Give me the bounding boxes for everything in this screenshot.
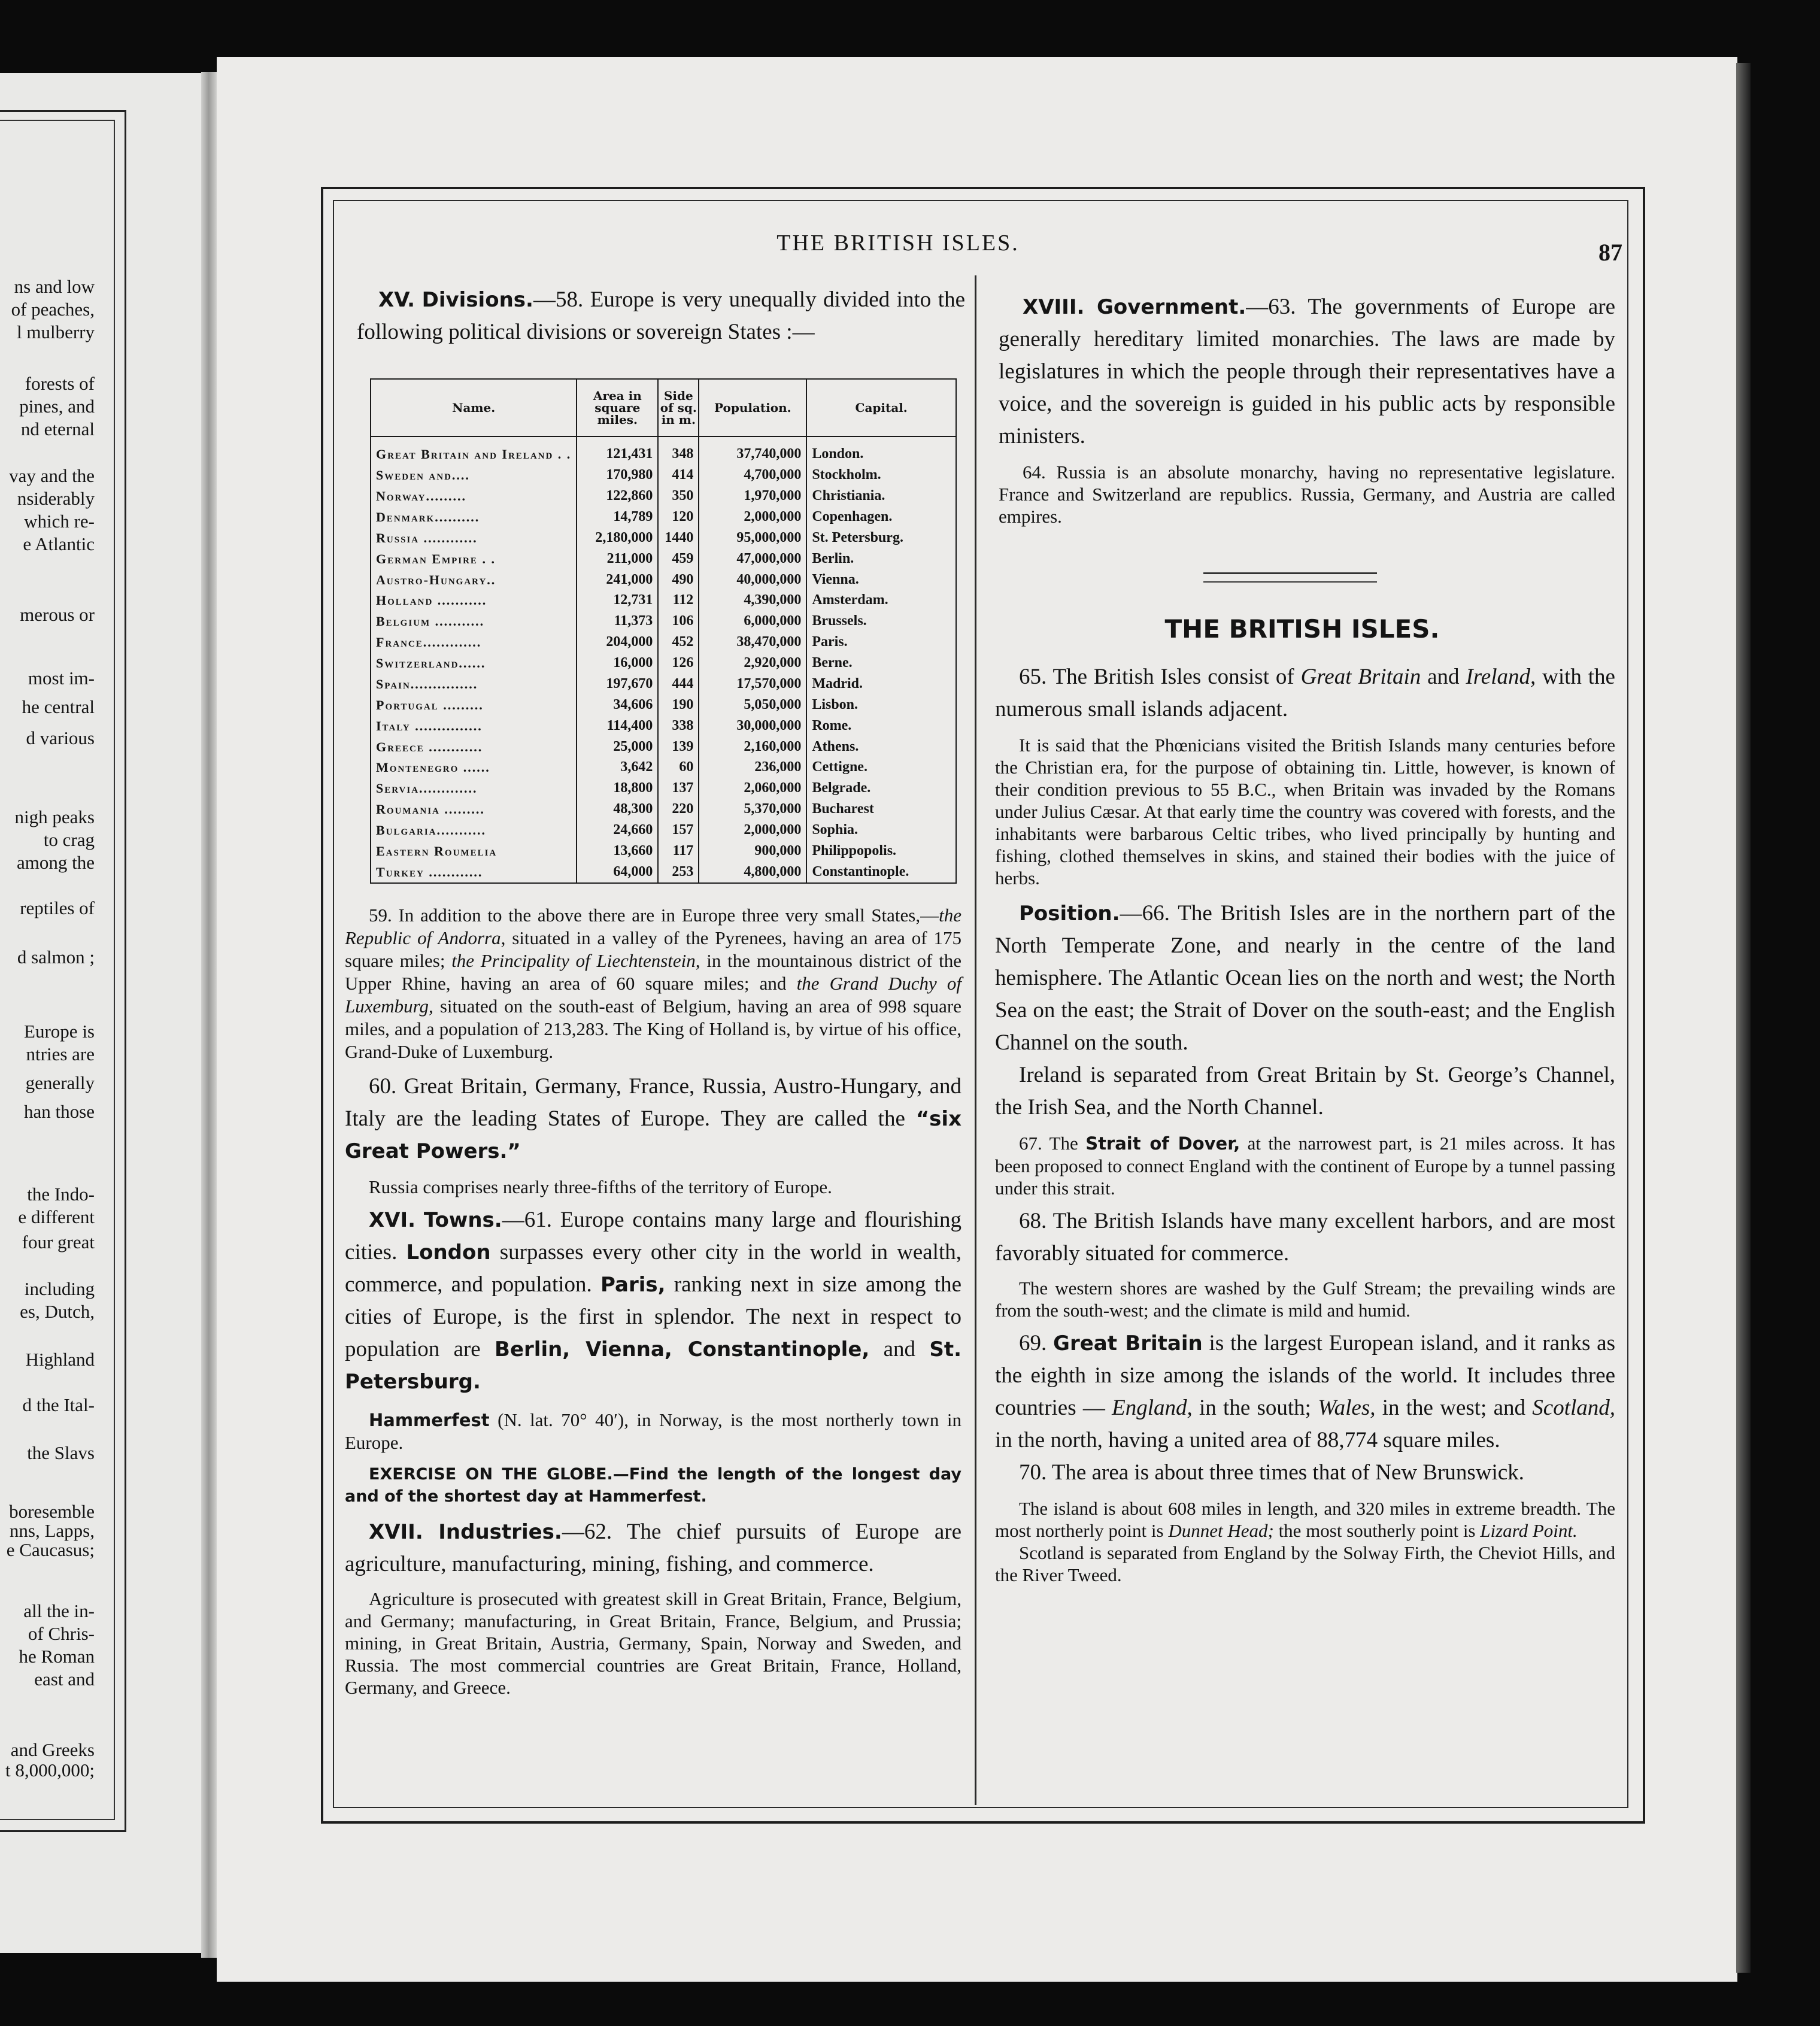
cell-side: 350	[658, 486, 699, 506]
cell-population: 17,570,000	[699, 674, 806, 694]
s69-text-2: is the largest European island, and it ranks as the eighth in size among the islands of the world. It includes three countries —	[995, 1331, 1616, 1420]
cell-capital: Madrid.	[806, 674, 956, 694]
section-61	[345, 1204, 961, 1398]
cell-name: Montenegro ......	[376, 760, 490, 775]
cell-population: 6,000,000	[699, 611, 806, 632]
table-row	[371, 757, 956, 778]
left-page-fragment: ns and low	[14, 277, 95, 297]
s59-liechtenstein: the Principality of Liechtenstein,	[451, 950, 700, 971]
s69-text-1: 69.	[1019, 1331, 1054, 1355]
s59-luxemburg: the Grand Duchy of Luxemburg,	[345, 973, 962, 1017]
s59-text-4: situated on the south-east of Belgium, having an area of 998 square miles, and a population of 213,283. The King of Holland is, by virtue of his office, Grand-Duke of Luxemburg.	[345, 996, 961, 1062]
cell-side: 106	[658, 611, 699, 632]
col-header-population: Population.	[699, 380, 806, 436]
section-66	[995, 897, 1615, 1059]
s65-ireland: Ireland,	[1466, 665, 1536, 689]
left-page-fragment: the Slavs	[27, 1443, 95, 1463]
left-page-fragment: Europe is	[24, 1021, 95, 1042]
table-row	[371, 506, 956, 527]
table-row	[371, 611, 956, 632]
cell-population: 900,000	[699, 841, 806, 862]
table-row	[371, 736, 956, 757]
cell-capital: Paris.	[806, 632, 956, 653]
cell-name: Switzerland......	[376, 656, 486, 671]
cell-population: 1,970,000	[699, 486, 806, 506]
section-58-heading: Divisions.	[421, 288, 533, 312]
s61-heading: Towns.	[423, 1208, 502, 1232]
cell-population: 236,000	[699, 757, 806, 778]
cell-capital: Stockholm.	[806, 465, 956, 486]
cell-population: 5,050,000	[699, 694, 806, 715]
book-gutter	[201, 72, 218, 1958]
s65-text-1: 65. The British Isles consist of	[1019, 665, 1301, 689]
section-65	[995, 661, 1615, 726]
cell-area: 204,000	[577, 632, 658, 653]
cell-capital: Lisbon.	[806, 694, 956, 715]
table-row	[371, 694, 956, 715]
left-page-fragment: d various	[26, 728, 95, 748]
table-row	[371, 820, 956, 841]
s63-number: XVIII.	[1023, 295, 1085, 319]
cell-area: 14,789	[577, 506, 658, 527]
hammerfest-name: Hammerfest	[369, 1410, 490, 1430]
section-63	[999, 291, 1615, 453]
right-column-lower	[995, 661, 1615, 1586]
left-page-fragment: nns, Lapps,	[9, 1521, 95, 1541]
left-page-fragment: he Roman	[19, 1646, 95, 1667]
left-page-fragment: pines, and	[19, 396, 95, 417]
cell-side: 414	[658, 465, 699, 486]
cell-side: 112	[658, 590, 699, 611]
section-title: THE BRITISH ISLES.	[1164, 614, 1440, 644]
cell-side: 452	[658, 632, 699, 653]
s62-text: —62. The chief pursuits of Europe are agriculture, manufacturing, mining, fishing, and commerce.	[345, 1520, 962, 1576]
left-page-fragment: han those	[24, 1102, 95, 1122]
cell-side: 117	[658, 841, 699, 862]
cell-name: Belgium ...........	[376, 614, 485, 629]
section-59	[345, 904, 961, 1063]
s61-number: XVI.	[369, 1208, 416, 1232]
s60-text: 60. Great Britain, Germany, France, Russia, Austro-Hungary, and Italy are the leading States of Europe. They are called the	[345, 1074, 961, 1131]
s67-text-1: 67. The	[1019, 1133, 1086, 1154]
s61-text-3: ranking next in size among the cities of Europe, is the first in splendor. The next in respect to population are	[345, 1272, 961, 1361]
divisions-table	[370, 378, 957, 884]
s61-text-1: —61. Europe contains many large and flourishing cities.	[345, 1208, 962, 1264]
cell-name: Turkey ............	[376, 864, 483, 879]
cell-capital: Belgrade.	[806, 778, 956, 799]
cell-area: 12,731	[577, 590, 658, 611]
col-header-area: Area in square miles.	[577, 380, 658, 436]
table-row	[371, 465, 956, 486]
cell-population: 47,000,000	[699, 548, 806, 569]
s61-paris: Paris,	[600, 1273, 666, 1297]
s59-text-2: situated in a valley of the Pyrenees, having an area of 175 square miles;	[345, 927, 962, 971]
left-page-fragment: including	[24, 1279, 95, 1299]
s69-text-4: in the west; and	[1375, 1396, 1533, 1420]
s65-note: It is said that the Phœnicians visited the British Islands many centuries before the Christian era, for the purpose of obtaining tin. Little, however, is known of their condition previous to 55 B.C., when Britain was invaded by the Romans under Julius Cæsar. At that early time the country was covered with forests, and the inhabitants were barbarous Celtic tribes, who lived principally by hunting and fishing, clothed themselves in skins, and stained their bodies with the juice of herbs.	[995, 735, 1615, 888]
cell-area: 3,642	[577, 757, 658, 778]
left-page-fragment: es, Dutch,	[20, 1302, 95, 1322]
cell-area: 211,000	[577, 548, 658, 569]
cell-capital: Christiania.	[806, 486, 956, 506]
cell-side: 139	[658, 736, 699, 757]
s62-heading: Industries.	[438, 1520, 562, 1544]
cell-side: 444	[658, 674, 699, 694]
left-page-fragment: most im-	[28, 668, 95, 689]
left-page-fragment: nd eternal	[20, 419, 95, 439]
cell-population: 5,370,000	[699, 799, 806, 820]
left-page-fragment: to crag	[43, 830, 95, 850]
left-page-fragment: nsiderably	[17, 489, 95, 509]
s69-text-3: in the south;	[1192, 1396, 1318, 1420]
s65-great-britain: Great Britain	[1300, 665, 1421, 689]
section-67	[995, 1132, 1615, 1199]
cell-name: Portugal .........	[376, 697, 484, 712]
section-68: 68. The British Islands have many excellent harbors, and are most favorably situated for commerce.	[995, 1209, 1615, 1266]
left-page-fragment: he central	[22, 697, 95, 717]
left-page-fragment: boresemble	[9, 1502, 95, 1522]
cell-area: 18,800	[577, 778, 658, 799]
left-page-fragment: reptiles of	[20, 898, 95, 918]
cell-capital: Brussels.	[806, 611, 956, 632]
cell-name: Great Britain and Ireland . .	[376, 446, 572, 462]
col-header-capital: Capital.	[806, 380, 956, 436]
table-row	[371, 632, 956, 653]
table-row	[371, 799, 956, 820]
left-page-fragment: east and	[34, 1669, 95, 1690]
s69-great-britain: Great Britain	[1053, 1332, 1203, 1355]
s59-text-1: 59. In addition to the above there are in Europe three very small States,—	[369, 905, 939, 926]
cell-name: Roumania .........	[376, 802, 485, 817]
s67-strait: Strait of Dover,	[1085, 1133, 1240, 1154]
section-62	[345, 1516, 961, 1581]
table-row	[371, 862, 956, 882]
cell-population: 2,160,000	[699, 736, 806, 757]
cell-capital: Sophia.	[806, 820, 956, 841]
cell-area: 122,860	[577, 486, 658, 506]
cell-population: 4,700,000	[699, 465, 806, 486]
cell-capital: Copenhagen.	[806, 506, 956, 527]
cell-capital: Bucharest	[806, 799, 956, 820]
left-page-fragment: of peaches,	[11, 299, 95, 320]
left-page-fragment: d salmon ;	[17, 947, 95, 967]
cell-capital: Philippopolis.	[806, 841, 956, 862]
cell-capital: Constantinople.	[806, 862, 956, 882]
left-page-fragment: generally	[25, 1073, 95, 1093]
left-page-fragment: the Indo-	[27, 1184, 95, 1205]
cell-side: 220	[658, 799, 699, 820]
left-column-lower	[345, 904, 961, 1699]
cell-name: Russia ............	[376, 530, 478, 545]
s66-heading: Position.	[1019, 902, 1120, 926]
running-head: THE BRITISH ISLES.	[776, 230, 1020, 256]
s63-heading: Government.	[1096, 295, 1246, 319]
cell-side: 157	[658, 820, 699, 841]
cell-capital: Rome.	[806, 715, 956, 736]
section-60	[345, 1070, 961, 1167]
left-page-fragment: nigh peaks	[14, 807, 95, 827]
table-row	[371, 674, 956, 694]
cell-area: 16,000	[577, 653, 658, 674]
table-row	[371, 778, 956, 799]
s61-cities: Berlin, Vienna, Constantinople,	[495, 1337, 870, 1361]
cell-name: Spain...............	[376, 676, 478, 691]
s61-text-2: surpasses every other city in the world in wealth, commerce, and population.	[345, 1240, 961, 1297]
table-row	[371, 841, 956, 862]
cell-population: 37,740,000	[699, 436, 806, 465]
cell-name: Servia.............	[376, 781, 478, 796]
ornamental-rule	[1203, 572, 1377, 583]
cell-area: 241,000	[577, 569, 658, 590]
cell-side: 338	[658, 715, 699, 736]
section-58-number: XV.	[378, 288, 415, 312]
s61-london: London	[406, 1241, 491, 1264]
table-row	[371, 590, 956, 611]
s70-note-2: Scotland is separated from England by the Solway Firth, the Cheviot Hills, and the River Tweed.	[995, 1542, 1615, 1585]
table-row	[371, 569, 956, 590]
left-page-fragment: e different	[18, 1207, 95, 1227]
cell-population: 38,470,000	[699, 632, 806, 653]
s69-wales: Wales,	[1318, 1396, 1376, 1420]
table-row	[371, 436, 956, 465]
cell-name: Bulgaria...........	[376, 823, 487, 838]
s61-text-4: and	[869, 1337, 930, 1361]
cell-side: 60	[658, 757, 699, 778]
left-page-fragment: all the in-	[23, 1601, 95, 1621]
table-row	[371, 527, 956, 548]
cell-population: 30,000,000	[699, 715, 806, 736]
left-page-fragment: d the Ital-	[22, 1395, 95, 1415]
hammerfest-text: (N. lat. 70° 40′), in Norway, is the most northerly town in Europe.	[345, 1409, 961, 1453]
cell-capital: London.	[806, 436, 956, 465]
cell-population: 4,390,000	[699, 590, 806, 611]
col-header-name: Name.	[371, 380, 577, 436]
cell-name: German Empire . .	[376, 551, 496, 566]
s65-text-3: with the numerous small islands adjacent.	[995, 665, 1615, 721]
right-column-upper	[999, 291, 1615, 527]
s69-scotland: Scotland,	[1532, 1396, 1615, 1420]
table-row	[371, 715, 956, 736]
s59-text-3: in the mountainous district of the Upper Rhine, having an area of 60 square miles; and	[345, 950, 961, 994]
cell-population: 2,000,000	[699, 506, 806, 527]
cell-name: Holland ...........	[376, 593, 487, 608]
cell-population: 2,000,000	[699, 820, 806, 841]
cell-side: 120	[658, 506, 699, 527]
cell-capital: Berne.	[806, 653, 956, 674]
left-page-fragment: Highland	[25, 1349, 95, 1370]
col-header-side: Side of sq. in m.	[658, 380, 699, 436]
left-page-fragment: t 8,000,000;	[5, 1760, 95, 1781]
left-page-fragment: forests of	[25, 374, 95, 394]
left-page-fragment: four great	[22, 1232, 95, 1252]
left-page-fragment: l mulberry	[17, 322, 95, 342]
s59-andorra: the Republic of Andorra,	[345, 905, 961, 948]
cell-area: 48,300	[577, 799, 658, 820]
table-row	[371, 653, 956, 674]
cell-capital: Berlin.	[806, 548, 956, 569]
table-row	[371, 486, 956, 506]
cell-name: Norway.........	[376, 489, 466, 504]
cell-capital: Athens.	[806, 736, 956, 757]
cell-area: 64,000	[577, 862, 658, 882]
s70-note	[995, 1497, 1615, 1542]
table-header-row	[371, 380, 956, 436]
cell-side: 190	[658, 694, 699, 715]
cell-name: Italy ...............	[376, 718, 483, 733]
table-body	[371, 436, 956, 882]
cell-area: 25,000	[577, 736, 658, 757]
cell-area: 13,660	[577, 841, 658, 862]
s67-text-2: at the narrowest part, is 21 miles across. It has been proposed to connect England with the continent of Europe by a tunnel passing under this strait.	[995, 1133, 1615, 1199]
section-58-text: —58. Europe is very unequally divided into the following political divisions or sovereign States :—	[357, 287, 965, 344]
cell-side: 137	[658, 778, 699, 799]
cell-area: 114,400	[577, 715, 658, 736]
s70-note-text-1: The island is about 608 miles in length, and 320 miles in extreme breadth. The most northerly point is	[995, 1498, 1615, 1541]
section-58	[357, 284, 965, 348]
cell-capital: Vienna.	[806, 569, 956, 590]
left-page-fragment: e Atlantic	[23, 534, 95, 554]
left-page-fragment: e Caucasus;	[6, 1540, 95, 1560]
cell-area: 24,660	[577, 820, 658, 841]
cell-population: 4,800,000	[699, 862, 806, 882]
cell-population: 2,920,000	[699, 653, 806, 674]
cell-area: 121,431	[577, 436, 658, 465]
left-page-fragment: among the	[17, 853, 95, 873]
s65-text-2: and	[1421, 665, 1466, 689]
cell-population: 2,060,000	[699, 778, 806, 799]
cell-side: 348	[658, 436, 699, 465]
s60-great-powers: “six Great Powers.”	[345, 1107, 961, 1163]
s69-england: England,	[1112, 1396, 1193, 1420]
cell-side: 459	[658, 548, 699, 569]
cell-name: Greece ............	[376, 739, 483, 754]
s60-note: Russia comprises nearly three-fifths of the territory of Europe.	[369, 1176, 832, 1197]
left-page-fragment: which re-	[24, 511, 95, 532]
s69-text-5: in the north, having a united area of 88,774 square miles.	[995, 1428, 1500, 1452]
cell-side: 253	[658, 862, 699, 882]
left-page-fragment: vay and the	[9, 466, 95, 486]
s70-note-text-2: the most southerly point is	[1273, 1520, 1481, 1541]
table-row	[371, 548, 956, 569]
cell-name: Denmark..........	[376, 509, 480, 524]
s68-note: The western shores are washed by the Gulf Stream; the prevailing winds are from the south-west; and the climate is mild and humid.	[995, 1278, 1615, 1321]
cell-capital: Cettigne.	[806, 757, 956, 778]
cell-capital: St. Petersburg.	[806, 527, 956, 548]
cell-name: Eastern Roumelia	[376, 843, 498, 859]
s70-lizard-point: Lizard Point.	[1480, 1520, 1578, 1541]
cell-side: 126	[658, 653, 699, 674]
cell-area: 197,670	[577, 674, 658, 694]
cell-side: 1440	[658, 527, 699, 548]
column-divider	[975, 275, 976, 1805]
cell-name: Austro-Hungary..	[376, 572, 496, 587]
s61-petersburg: St. Petersburg.	[345, 1337, 961, 1394]
cell-area: 170,980	[577, 465, 658, 486]
page-number: 87	[1598, 239, 1622, 266]
section-70: 70. The area is about three times that of New Brunswick.	[1019, 1460, 1524, 1485]
s70-dunnet-head: Dunnet Head;	[1168, 1520, 1274, 1541]
section-64: 64. Russia is an absolute monarchy, having no representative legislature. France and Switzerland are republics. Russia, Germany, and Austria are called empires.	[999, 462, 1615, 527]
cell-population: 40,000,000	[699, 569, 806, 590]
s63-text: —63. The governments of Europe are generally hereditary limited monarchies. The laws are made by legislatures in which the people through their representatives have a voice, and the sovereign is guided in his public acts by responsible ministers.	[999, 295, 1616, 448]
page-edge-shadow	[1736, 63, 1751, 1973]
section-69	[995, 1327, 1615, 1457]
s66-text: —66. The British Isles are in the northern part of the North Temperate Zone, and nearly in the centre of the land hemisphere. The Atlantic Ocean lies on the north and west; the North Sea on the east; the Strait of Dover on the south-east; and the English Channel on the south.	[995, 901, 1615, 1055]
section-66-ireland: Ireland is separated from Great Britain by St. George’s Channel, the Irish Sea, and the North Channel.	[995, 1063, 1615, 1120]
left-page-fragment: and Greeks	[10, 1740, 95, 1760]
hammerfest-note	[345, 1409, 961, 1454]
cell-area: 11,373	[577, 611, 658, 632]
cell-area: 2,180,000	[577, 527, 658, 548]
left-page-fragment: of Chris-	[28, 1624, 95, 1644]
cell-population: 95,000,000	[699, 527, 806, 548]
left-page-fragment: ntries are	[26, 1044, 95, 1064]
cell-side: 490	[658, 569, 699, 590]
cell-name: Sweden and....	[376, 468, 470, 483]
s62-number: XVII.	[369, 1520, 423, 1544]
left-page-fragment: merous or	[20, 605, 95, 625]
cell-name: France.............	[376, 635, 482, 650]
globe-exercise: EXERCISE ON THE GLOBE.—Find the length of the longest day and of the shortest day at Hammerfest.	[345, 1465, 961, 1506]
s62-note: Agriculture is prosecuted with greatest skill in Great Britain, France, Belgium, and Germany; manufacturing, in Great Britain, France, Belgium, and Prussia; mining, in Great Britain, Austria, Germany, Spain, Norway and Sweden, and Russia. The most commercial countries are Great Britain, France, Holland, Germany, and Greece.	[345, 1588, 961, 1698]
cell-capital: Amsterdam.	[806, 590, 956, 611]
cell-area: 34,606	[577, 694, 658, 715]
